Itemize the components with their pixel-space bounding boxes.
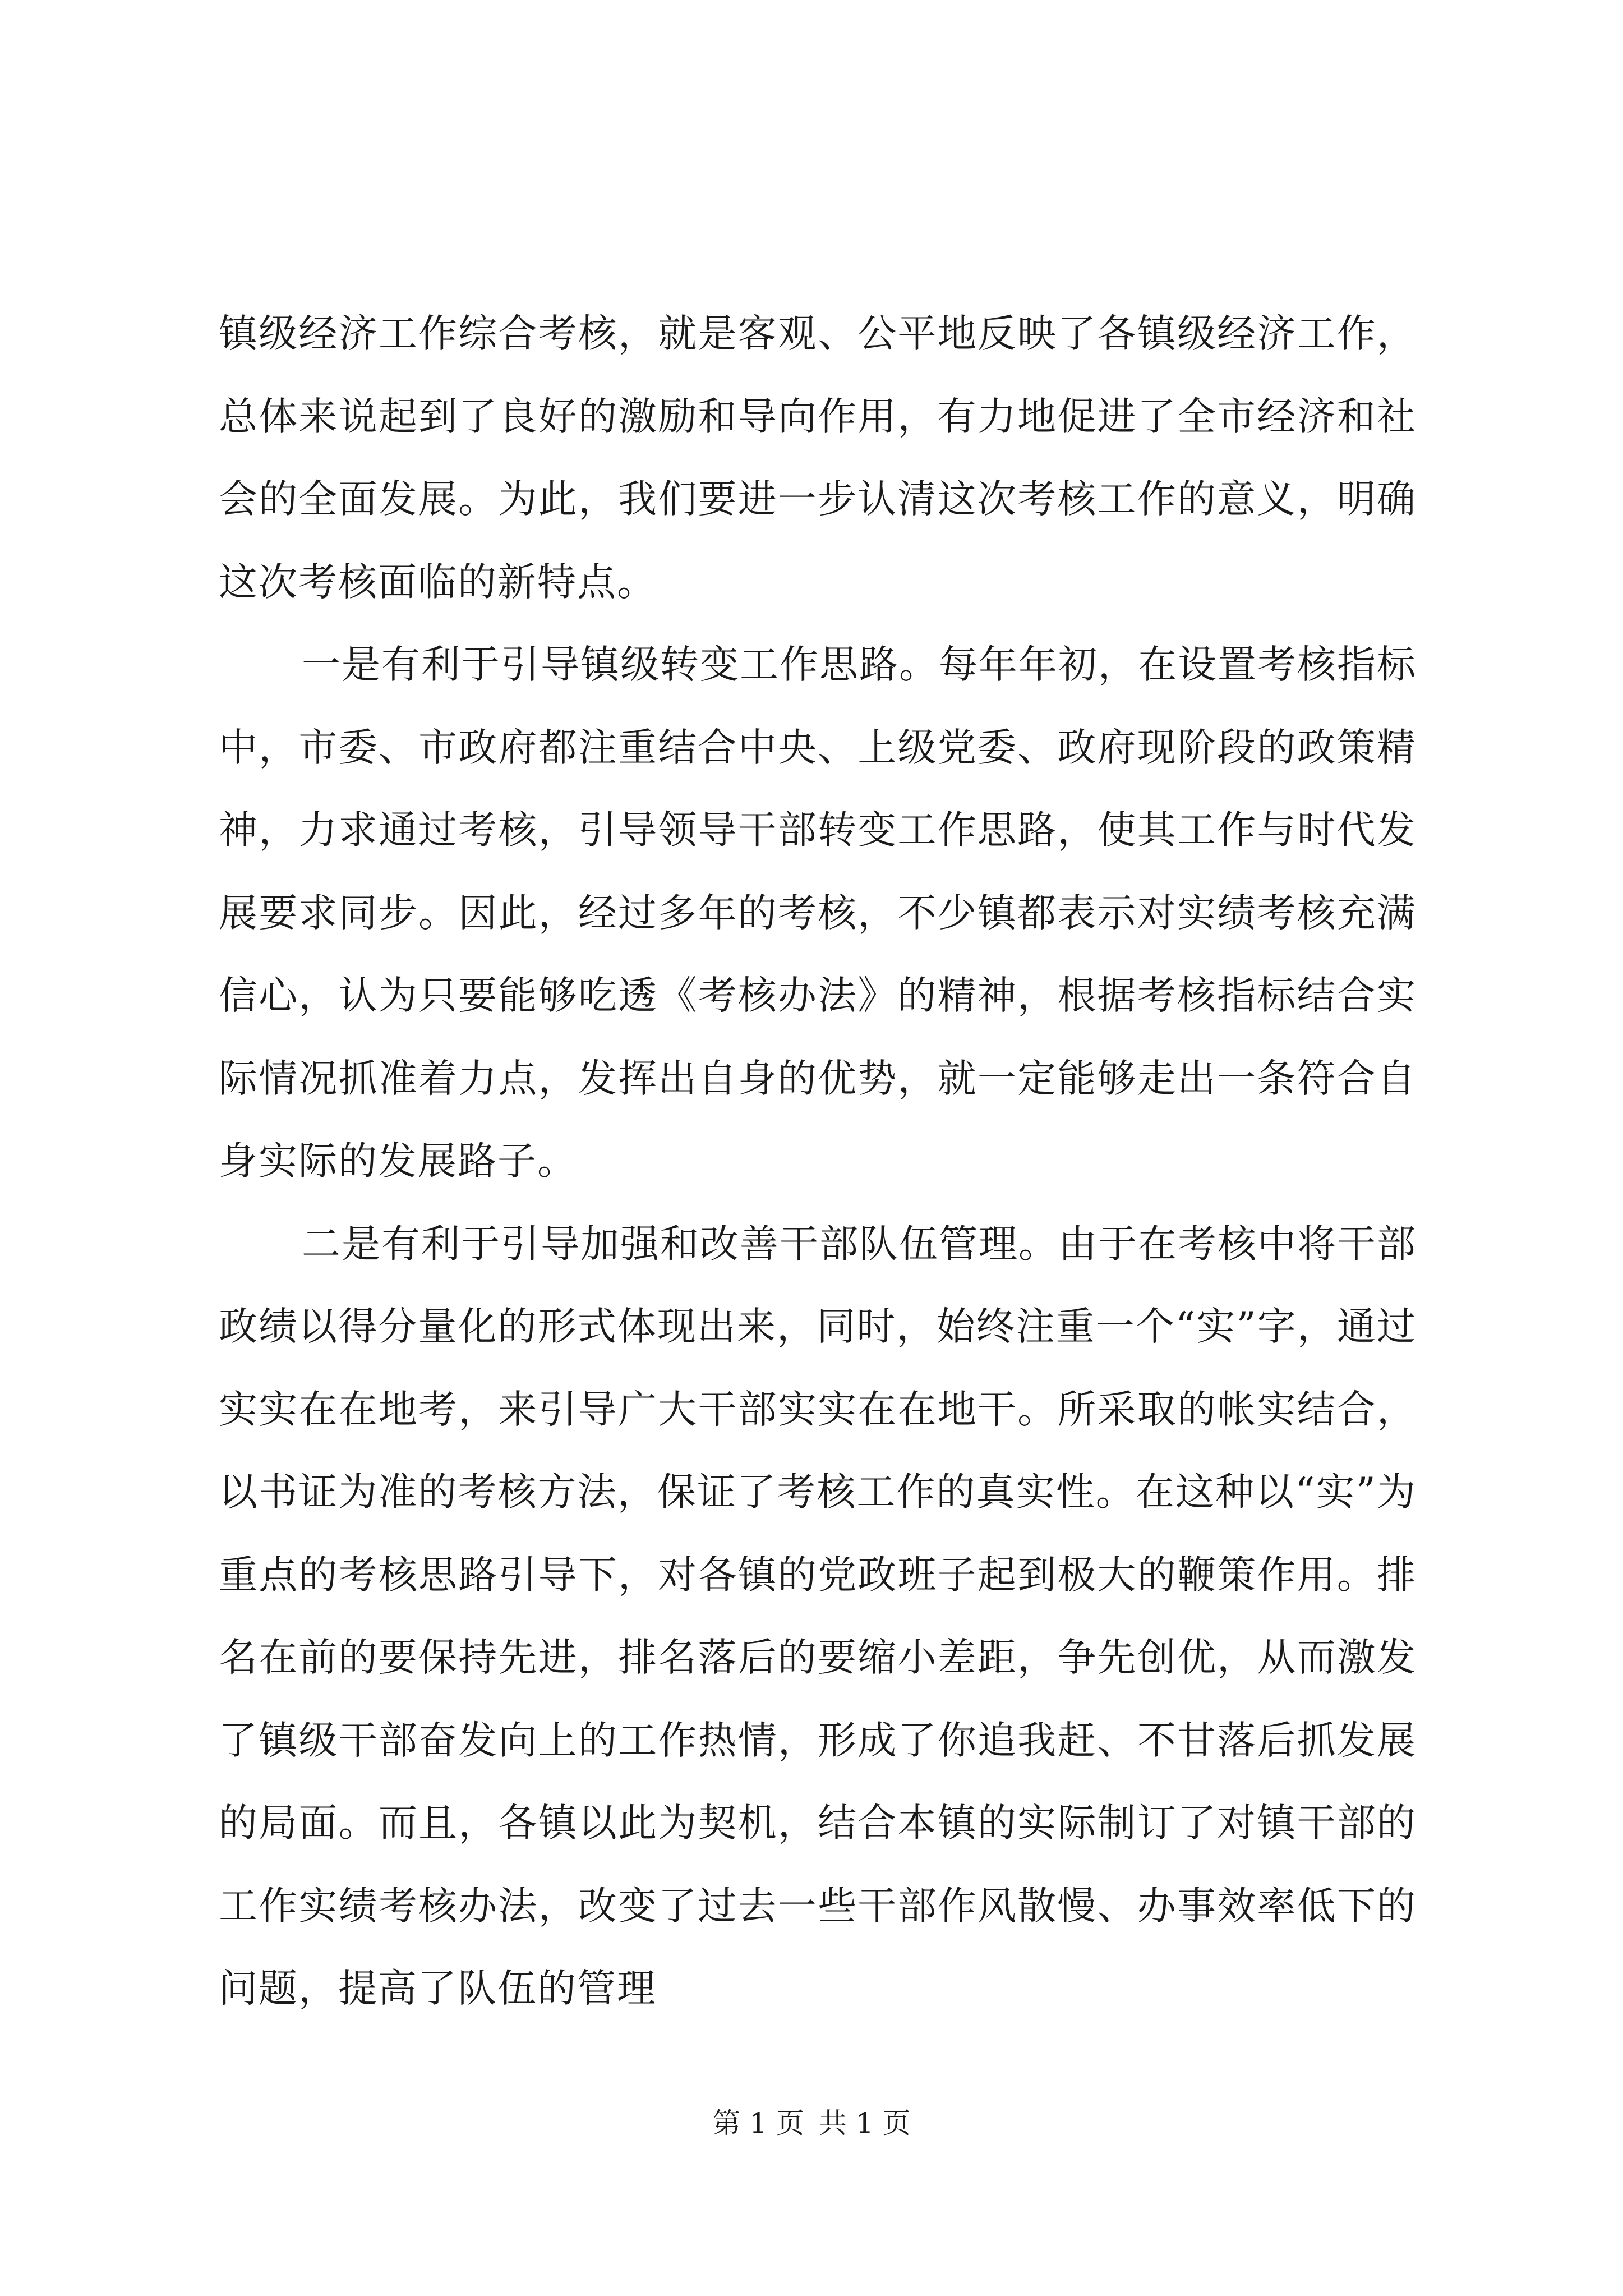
document-body [219, 293, 1417, 2031]
page-footer [0, 2106, 1623, 2140]
page-number: 第 1 页 [712, 2107, 804, 2139]
paragraph-2: 一是有利于引导镇级转变工作思路。每年年初，在设置考核指标中，市委、市政府都注重结合中央、上级党委、政府现阶段的政策精神，力求通过考核，引导领导干部转变工作思路，使其工作与时代发展要求同步。因此，经过多年的考核，不少镇都表示对实绩考核充满信心，认为只要能够吃透《考核办法》的精神，根据考核指标结合实际情况抓准着力点，发挥出自身的优势，就一定能够走出一条符合自身实际的发展路子。 [219, 642, 1417, 1184]
paragraph-1: 镇级经济工作综合考核，就是客观、公平地反映了各镇级经济工作，总体来说起到了良好的激励和导向作用，有力地促进了全市经济和社会的全面发展。为此，我们要进一步认清这次考核工作的意义，明确这次考核面临的新特点。 [219, 311, 1417, 605]
page-total: 共 1 页 [819, 2107, 911, 2139]
paragraph-3: 二是有利于引导加强和改善干部队伍管理。由于在考核中将干部政绩以得分量化的形式体现出来，同时，始终注重一个“实”字，通过实实在在地考，来引导广大干部实实在在地干。所采取的帐实结合，以书证为准的考核方法，保证了考核工作的真实性。在这种以“实”为重点的考核思路引导下，对各镇的党政班子起到极大的鞭策作用。排名在前的要保持先进，排名落后的要缩小差距，争先创优，从而激发了镇级干部奋发向上的工作热情，形成了你追我赶、不甘落后抓发展的局面。而且，各镇以此为契机，结合本镇的实际制订了对镇干部的工作实绩考核办法，改变了过去一些干部作风散慢、办事效率低下的问题，提高了队伍的管理 [219, 1221, 1417, 2011]
